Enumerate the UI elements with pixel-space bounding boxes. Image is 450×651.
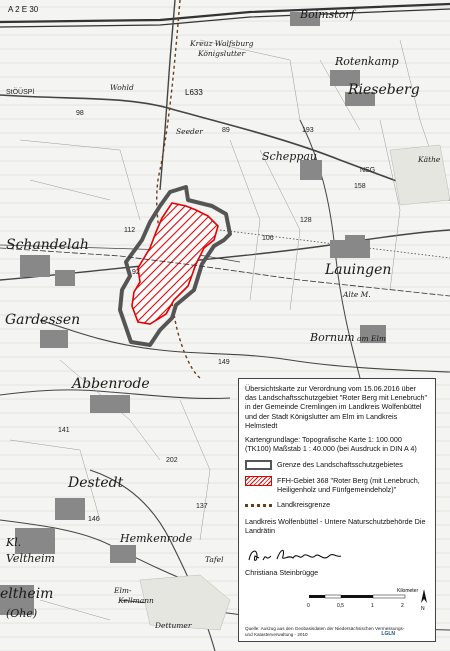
place-scheppau: Scheppau: [262, 150, 318, 163]
elev-149: 149: [218, 359, 230, 366]
place-tafel: Tafel: [205, 555, 224, 564]
elev-137: 137: [196, 503, 208, 510]
place-alte-m: Alte M.: [343, 290, 371, 299]
scale-tick-0: 0: [307, 603, 310, 610]
scale-bar-graphic: [245, 585, 431, 611]
place-kellmann: Kellmann: [118, 596, 154, 605]
autobahn-label: A 2 E 30: [8, 5, 39, 14]
legend-basemap: Kartengrundlage: Topografische Karte 1: 100.000 (TK100) Maßstab 1 : 40.000 (bei Ausdruck in DIN A 4): [245, 435, 417, 454]
scale-tick-1: 1: [371, 603, 374, 610]
place-elm: Elm-: [114, 586, 132, 595]
place-bornum: Bornum: [310, 331, 355, 344]
place-boimstorf: Boimstorf: [300, 8, 355, 21]
legend-item-label: FFH-Gebiet 368 "Roter Berg (mit Lenebruch, Heiligenholz und Fünfgemeindeholz)": [277, 475, 420, 494]
place-gardessen: Gardessen: [5, 312, 81, 328]
elev-98: 98: [76, 110, 84, 117]
place-schandelah: Schandelah: [6, 237, 89, 253]
place-kreuz: Kreuz Wolfsburg: [190, 39, 254, 48]
legend-panel: [238, 378, 436, 642]
place-kl: Kl.: [6, 536, 22, 549]
elev-141: 141: [58, 427, 70, 434]
place-lauingen: Lauingen: [325, 262, 392, 278]
legend-item-label: Landkreisgrenze: [277, 499, 331, 509]
scale-tick-05: 0,5: [337, 603, 344, 610]
elev-89: 89: [222, 127, 230, 134]
road-label-l633: L633: [185, 88, 203, 97]
legend-item-district: [245, 500, 429, 509]
signatory-name: Christiana Steinbrügge: [245, 567, 319, 577]
source-credit: Quelle: Auszug aus den Geobasisdaten der Niedersächsischen Vermessungs- und Katasterverwaltung - 2010: [245, 626, 405, 637]
legend-item-label: Grenze des Landschaftsschutzgebietes: [277, 459, 403, 469]
place-veltheim: eltheim: [0, 586, 54, 602]
elev-146: 146: [88, 516, 100, 523]
scale-unit: Kilometer: [397, 588, 419, 595]
place-kl-veltheim: Veltheim: [6, 552, 55, 565]
boundary-symbol: [245, 460, 272, 470]
north-label: N: [421, 606, 425, 612]
signature-image: [245, 544, 355, 566]
legend-item-ffh: [245, 476, 429, 494]
place-koenigslutter: Königslutter: [198, 49, 246, 58]
label-stoubpi: StÖÜSPl: [6, 89, 35, 96]
place-rieseberg: Rieseberg: [348, 82, 420, 98]
place-abbenrode: Abbenrode: [72, 376, 150, 392]
place-kathe: Käthe: [418, 155, 441, 164]
elev-106: 106: [262, 235, 274, 242]
district-line-symbol: [245, 504, 272, 507]
label-nsg: NSG: [360, 167, 376, 174]
elev-158: 158: [354, 183, 366, 190]
place-veltheim-ohe: (Ohe): [6, 607, 38, 620]
elev-128: 128: [300, 217, 312, 224]
elev-112: 112: [124, 227, 136, 234]
lgln-logo: LGLN: [381, 630, 395, 637]
elev-202: 202: [166, 457, 178, 464]
place-wohld: Wohld: [110, 83, 134, 92]
place-dettumer: Dettumer: [155, 621, 192, 630]
place-seeder: Seeder: [176, 127, 203, 136]
place-destedt: Destedt: [68, 475, 124, 491]
elev-92: 92: [132, 269, 140, 276]
legend-intro: Übersichtskarte zur Verordnung vom 15.06.2016 über das Landschaftsschutzgebiet "Roter Berg mit Lenebruch" in der Gemeinde Cremlingen im Landkreis Wolfenbüttel und der Stadt Königslutter am Elm im Landkreis Helmstedt: [245, 384, 428, 430]
legend-authority: Landkreis Wolfenbüttel - Untere Naturschutzbehörde Die Landrätin: [245, 517, 426, 536]
place-am-elm: am Elm: [357, 334, 386, 343]
elev-193: 193: [302, 127, 314, 134]
scale-bar: [245, 585, 429, 611]
place-hemkenrode: Hemkenrode: [120, 532, 193, 545]
place-rotenkamp: Rotenkamp: [335, 55, 399, 68]
ffh-hatch-symbol: [245, 476, 272, 486]
north-arrow-icon: [421, 589, 427, 603]
scale-tick-2: 2: [401, 603, 404, 610]
legend-item-boundary: [245, 460, 429, 470]
